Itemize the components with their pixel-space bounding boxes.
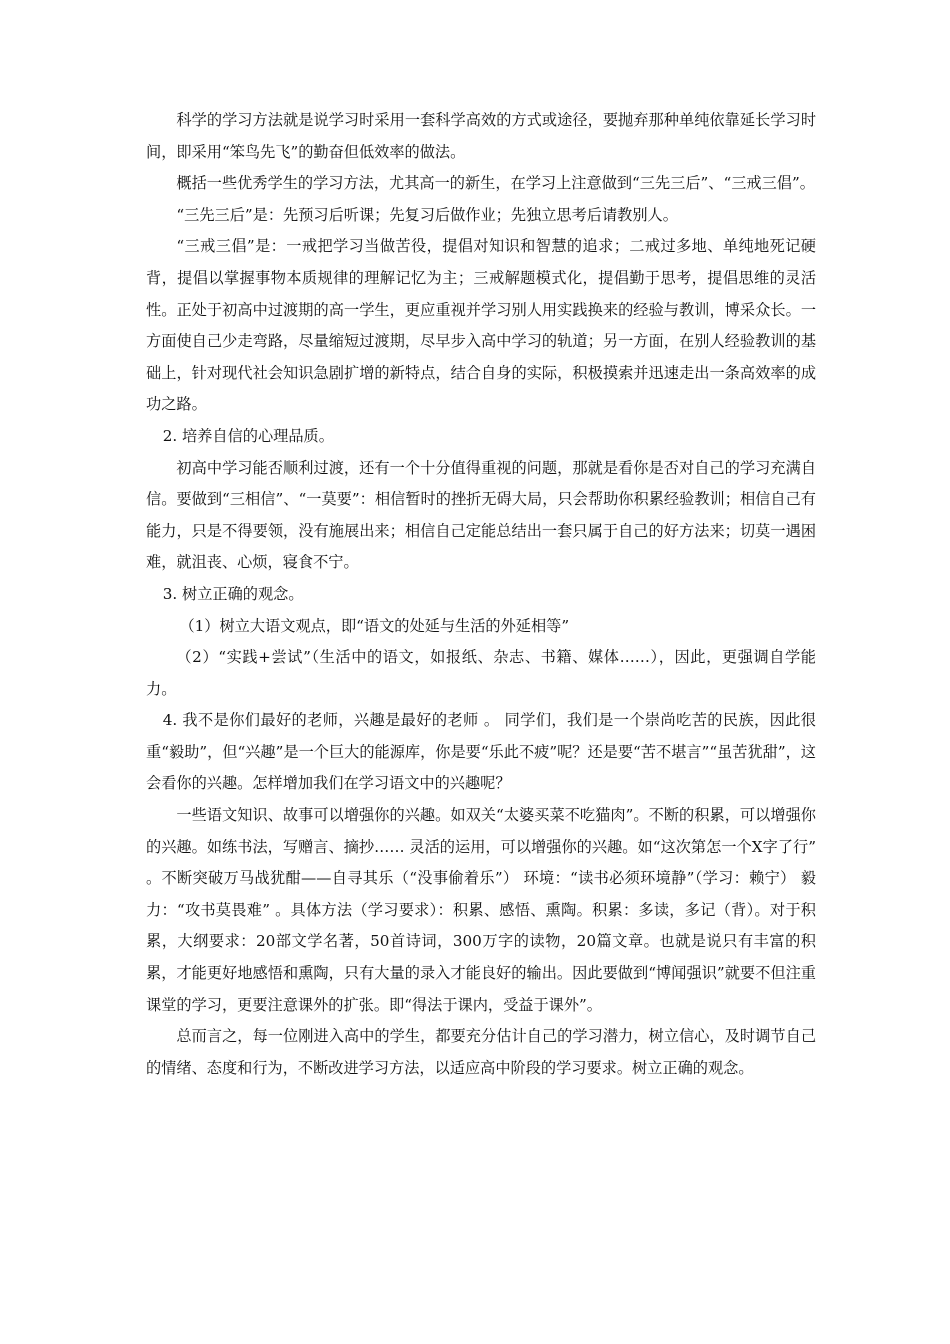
document-body <box>146 105 816 1084</box>
heading-item-2: 2. 培养自信的心理品质。 <box>162 426 334 445</box>
paragraph-interest-methods: 一些语文知识、故事可以增强你的兴趣。如双关“太婆买菜不吃猫肉”。不断的积累，可以增强你的兴趣。如练书法，写赠言、摘抄…… 灵活的运用，可以增强你的兴趣。如“这次第怎一个X字了行” 。不断突破万马战犹酣——自寻其乐（“没事偷着乐”） 环境：“读书必须环境静”（学习：赖宁） 毅力：“攻书莫畏难” 。具体方法（学习要求）：积累、感悟、熏陶。积累：多读，多记（背）。对于积累，大纲要求：20部文学名著，50首诗词，300万字的读物，20篇文章。也就是说只有丰富的积累，才能更好地感悟和熏陶，只有大量的录入才能良好的输出。因此要做到“博闻强识”就要不但注重课堂的学习，更要注意课外的扩张。即“得法于课内，受益于课外”。 <box>146 806 816 1014</box>
heading-item-3: 3. 树立正确的观念。 <box>162 584 304 603</box>
paragraph-study-method: 科学的学习方法就是说学习时采用一套科学高效的方式或途径，要抛弃那种单纯依靠延长学习时间，即采用“笨鸟先飞”的勤奋但低效率的做法。 <box>146 111 816 161</box>
heading-item-4: 4. 我不是你们最好的老师，兴趣是最好的老师 。 同学们，我们是一个崇尚吃苦的民族，因此很重“毅助”，但“兴趣”是一个巨大的能源库，你是要“乐此不疲”呢？还是要“苦不堪言”“虽苦犹甜”，这会看你的兴趣。怎样增加我们在学习语文中的兴趣呢？ <box>146 711 816 793</box>
sub-item-2: （2）“实践+尝试”（生活中的语文，如报纸、杂志、书籍、媒体……），因此，更强调自学能力。 <box>146 648 816 698</box>
paragraph-conclusion: 总而言之，每一位刚进入高中的学生，都要充分估计自己的学习潜力，树立信心，及时调节自己的情绪、态度和行为，不断改进学习方法，以适应高中阶段的学习要求。树立正确的观念。 <box>146 1027 816 1077</box>
paragraph-confidence: 初高中学习能否顺利过渡，还有一个十分值得重视的问题，那就是看你是否对自己的学习充满自信。要做到“三相信”、“一莫要”：相信暂时的挫折无碍大局，只会帮助你积累经验教训；相信自己有能力，只是不得要领，没有施展出来；相信自己定能总结出一套只属于自己的好方法来；切莫一遇困难，就沮丧、心烦，寝食不宁。 <box>146 458 816 572</box>
paragraph-three-avoid-three-advocate: “三戒三倡”是：一戒把学习当做苦役，提倡对知识和智慧的追求；二戒过多地、单纯地死记硬背，提倡以掌握事物本质规律的理解记忆为主；三戒解题模式化，提倡勤于思考，提倡思维的灵活性。正处于初高中过渡期的高一学生，更应重视并学习别人用实践换来的经验与教训，博采众长。一方面使自己少走弯路，尽量缩短过渡期，尽早步入高中学习的轨道；另一方面，在别人经验教训的基础上，针对现代社会知识急剧扩增的新特点，结合自身的实际，积极摸索并迅速走出一条高效率的成功之路。 <box>146 237 816 414</box>
paragraph-three-first-three-after: “三先三后”是：先预习后听课；先复习后做作业；先独立思考后请教别人。 <box>176 205 678 224</box>
sub-item-1: （1）树立大语文观点，即“语文的处延与生活的外延相等” <box>179 616 570 635</box>
paragraph-summary-intro: 概括一些优秀学生的学习方法，尤其高一的新生，在学习上注意做到“三先三后”、“三戒三倡”。 <box>176 174 815 193</box>
